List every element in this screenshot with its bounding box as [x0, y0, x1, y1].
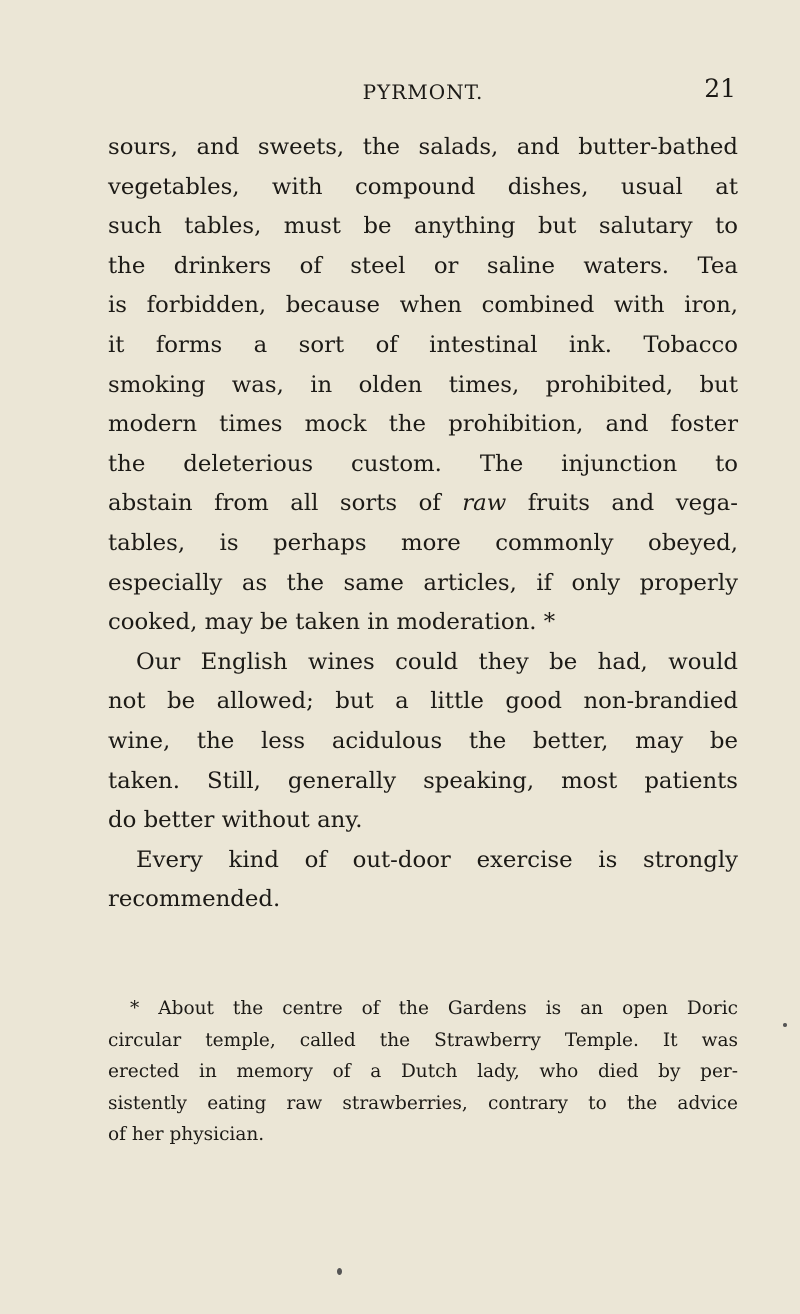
text-line: cooked, may be taken in moderation. *	[108, 609, 556, 636]
text-fragment: abstain from all sorts of	[108, 490, 441, 517]
text-line	[108, 484, 738, 524]
text-line: Our English wines could they be had, would	[136, 648, 738, 675]
footnote-line: * About the centre of the Gardens is an open Doric	[130, 998, 738, 1019]
footnote-line: erected in memory of a Dutch lady, who died by per-	[108, 1061, 738, 1082]
text-line: modern times mock the prohibition, and foster	[108, 411, 738, 438]
footnote-line: circular temple, called the Strawberry Temple. It was	[108, 1029, 738, 1051]
body-text	[108, 128, 738, 920]
text-line: such tables, must be anything but salutary to	[108, 213, 738, 240]
text-line: especially as the same articles, if only properly	[108, 569, 738, 596]
text-line: is forbidden, because when combined with iron,	[108, 292, 738, 319]
print-speck	[783, 1023, 787, 1027]
text-line: wine, the less acidulous the better, may be	[108, 727, 738, 754]
text-line: recommended.	[108, 886, 281, 913]
text-line: do better without any.	[108, 807, 363, 834]
text-line: not be allowed; but a little good non-brandied	[108, 688, 738, 715]
italic-word: raw	[462, 490, 507, 517]
footnote-line: sistently eating raw strawberries, contrary to the advice	[108, 1092, 738, 1114]
footnote-line: of her physician.	[108, 1124, 265, 1145]
running-head-title: PYRMONT.	[362, 80, 484, 104]
paragraph-wines	[108, 643, 738, 841]
footnote	[108, 993, 738, 1151]
text-line: it forms a sort of intestinal ink. Tobacco	[108, 331, 738, 358]
text-line: taken. Still, generally speaking, most patients	[108, 767, 738, 794]
text-line: Every kind of out-door exercise is strongly	[136, 846, 738, 873]
print-speck	[337, 1268, 342, 1275]
text-line: the deleterious custom. The injunction to	[108, 450, 738, 477]
text-line: vegetables, with compound dishes, usual at	[108, 173, 738, 200]
text-line: tables, is perhaps more commonly obeyed,	[108, 529, 738, 556]
paragraph-dietary-restrictions	[108, 128, 738, 643]
page-number: 21	[704, 74, 736, 103]
text-line: sours, and sweets, the salads, and butter-bathed	[108, 134, 738, 160]
running-head	[110, 74, 736, 104]
text-line: smoking was, in olden times, prohibited, but	[108, 371, 738, 398]
paragraph-exercise	[108, 841, 738, 920]
text-fragment: fruits and vega-	[527, 490, 738, 517]
text-line: the drinkers of steel or saline waters. Tea	[108, 252, 738, 279]
